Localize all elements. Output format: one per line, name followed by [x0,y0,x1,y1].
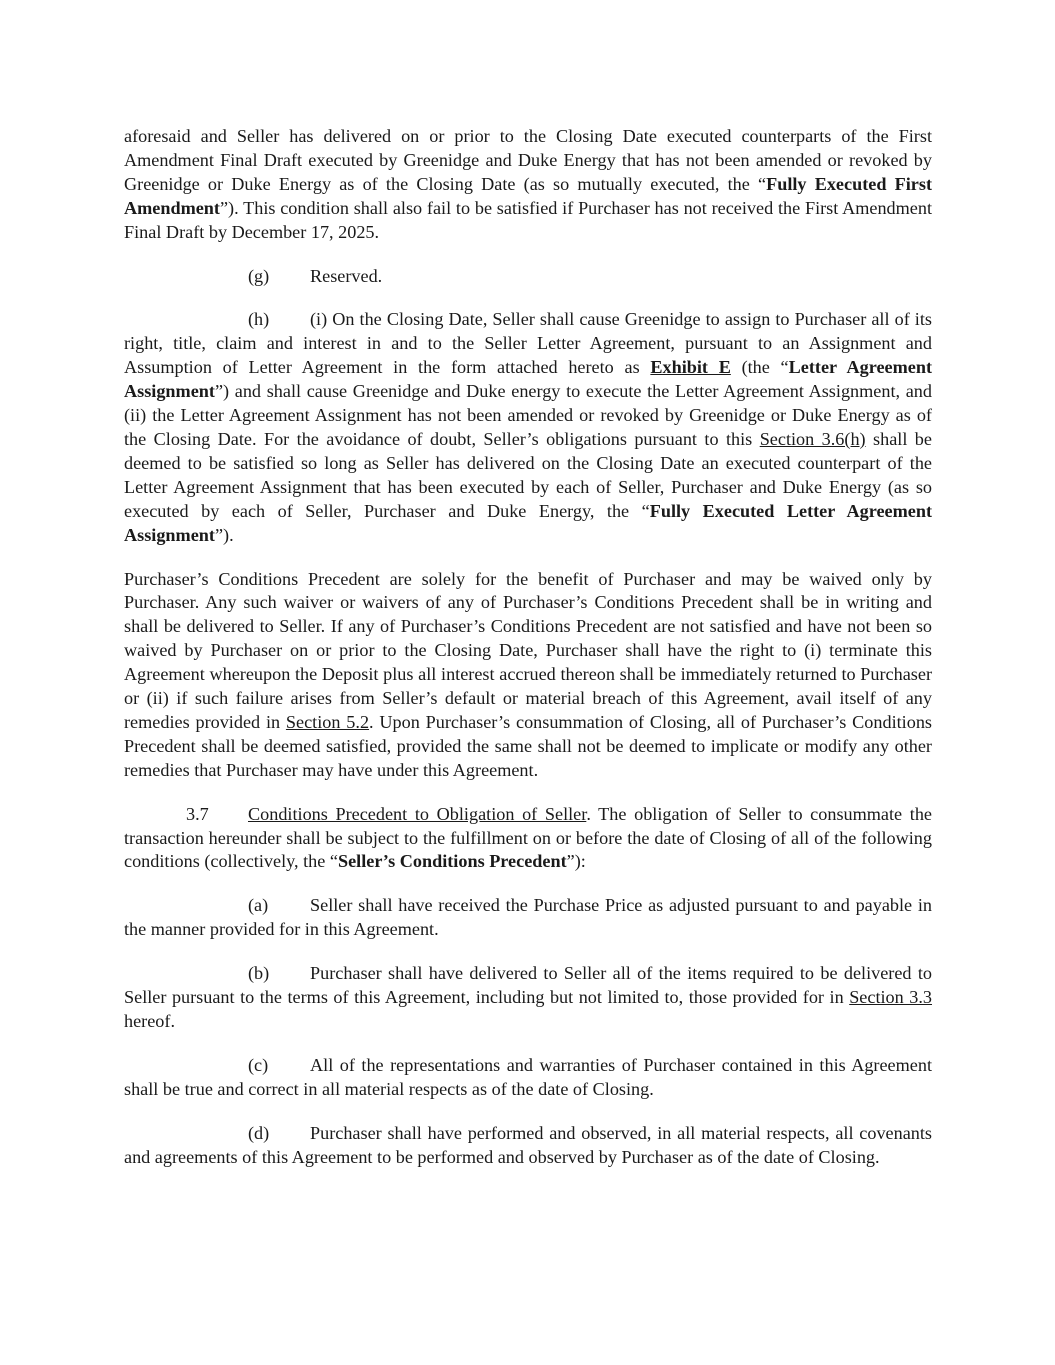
section-3-6-h-reference: Section 3.6(h) [759,428,866,449]
clause-d-text: Purchaser shall have performed and observed, in all material respects, all covenants and agreements of this Agreement to be performed and observed by Purchaser as of the date of Closing. [124,1122,932,1167]
clause-h-label: (h) [248,309,270,330]
clause-d-label: (d) [248,1122,270,1143]
paragraph-continuation: aforesaid and Seller has delivered on or prior to the Closing Date executed counterparts of the First Amendment Final Draft executed by Greenidge and Duke Energy that has not been amended or revoked by Greenidge or Duke Energy as of the Closing Date (as so mutually executed, the “Fully Executed First Amendment”). This condition shall also fail to be satisfied if Purchaser has not received the First Amendment Final Draft by December 17, 2025. [124,126,932,242]
clause-a-label: (a) [248,895,269,916]
section-3-7-number: 3.7 [186,803,209,824]
clause-a [124,894,932,942]
clause-g [124,265,932,289]
clause-g-text: Reserved. [310,265,383,286]
exhibit-e-reference: Exhibit E [650,357,731,378]
defined-term-fully-executed-first-amendment: Fully Executed First Amendment [124,173,932,218]
document-page [124,125,932,1170]
section-3-7-heading: Conditions Precedent to Obligation of Seller [248,803,587,824]
clause-c-label: (c) [248,1054,269,1075]
defined-term-sellers-conditions-precedent: Seller’s Conditions Precedent [337,851,567,872]
defined-term-fully-executed-letter-agreement-assignment: Fully Executed Letter Agreement Assignment [124,500,933,545]
clause-c [124,1054,932,1102]
section-5-2-reference: Section 5.2 [285,711,370,732]
section-3-7: 3.7 Conditions Precedent to Obligation of Seller. The obligation of Seller to consummate the transaction hereunder shall be subject to the fulfillment on or before the date of Closing of all of the following conditions (collectively, the “Seller’s Conditions Precedent”): [124,803,932,872]
clause-b: (b) Purchaser shall have delivered to Seller all of the items required to be delivered to Seller pursuant to the terms of this Agreement, including but not limited to, those provided for in Section 3.3 hereof. [124,963,932,1031]
clause-a-text: Seller shall have received the Purchase Price as adjusted pursuant to and payable in the manner provided for in this Agreement. [124,895,932,940]
clause-d [124,1122,932,1170]
section-3-3-reference: Section 3.3 [849,987,932,1008]
clause-c-text: All of the representations and warranties of Purchaser contained in this Agreement shall be true and correct in all material respects as of the date of Closing. [124,1054,932,1099]
defined-term-letter-agreement-assignment: Letter Agreement Assignment [124,357,932,402]
clause-b-label: (b) [248,963,270,984]
paragraph-purchaser-conditions: Purchaser’s Conditions Precedent are solely for the benefit of Purchaser and may be waived only by Purchaser. Any such waiver or waivers of any of Purchaser’s Conditions Precedent shall be in writing and shall be delivered to Seller. If any of Purchaser’s Conditions Precedent are not satisfied and have not been so waived by Purchaser on or prior to the Closing Date, Purchaser shall have the right to (i) terminate this Agreement whereupon the Deposit plus all interest accrued thereon shall be immediately returned to Purchaser or (ii) if such failure arises from Seller’s default or material breach of this Agreement, avail itself of any remedies provided in Section 5.2. Upon Purchaser’s consummation of Closing, all of Purchaser’s Conditions Precedent shall be deemed satisfied, provided the same shall not be deemed to implicate or modify any other remedies that Purchaser may have under this Agreement. [124,568,933,780]
clause-h: (h) (i) On the Closing Date, Seller shall cause Greenidge to assign to Purchaser all of its right, title, claim and interest in and to the Seller Letter Agreement, pursuant to an Assignment and Assumption of Letter Agreement in the form attached hereto as Exhibit E (the “Letter Agreement Assignment”) and shall cause Greenidge and Duke energy to execute the Letter Agreement Assignment, and (ii) the Letter Agreement Assignment has not been amended or revoked by Greenidge or Duke Energy as of the Closing Date. For the avoidance of doubt, Seller’s obligations pursuant to this Section 3.6(h) shall be deemed to be satisfied so long as Seller has delivered on the Closing Date an executed counterpart of the Letter Agreement Assignment that has been executed by each of Seller, Purchaser and Duke Energy (as so executed by each of Seller, Purchaser and Duke Energy, the “Fully Executed Letter Agreement Assignment”). [124,309,933,545]
clause-g-label: (g) [248,265,270,286]
